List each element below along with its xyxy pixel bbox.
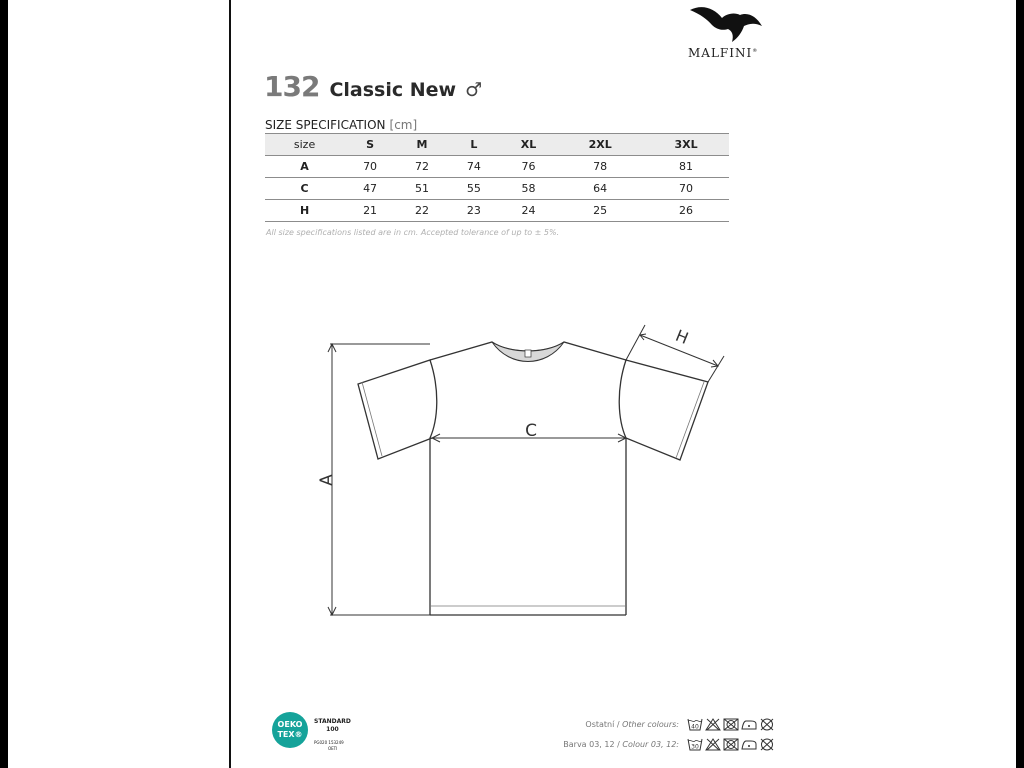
table-cell: 81 (643, 156, 729, 178)
left-frame-bar (0, 0, 8, 768)
size-table (265, 133, 729, 222)
care-row-other-colours (585, 718, 775, 731)
care-icon-group (685, 718, 775, 731)
brand-registered-mark: ® (752, 48, 759, 54)
no-bleach-icon (705, 718, 721, 731)
wash-icon (687, 738, 703, 751)
dimension-a-label: A (317, 474, 337, 486)
table-cell: 22 (396, 200, 448, 222)
header-cell: size (265, 134, 344, 156)
table-cell: 24 (500, 200, 557, 222)
no-tumble-dry-icon (723, 738, 739, 751)
row-label: C (265, 178, 344, 200)
table-cell: 78 (557, 156, 643, 178)
oeko-badge-line2: TEX® (277, 730, 303, 739)
row-label: A (265, 156, 344, 178)
product-name: Classic New (329, 79, 457, 101)
oeko-badge-line1: OEKO (277, 720, 303, 729)
wash-temp-label: 40 (691, 723, 699, 731)
header-cell: M (396, 134, 448, 156)
table-cell: 21 (344, 200, 396, 222)
wash-icon (687, 718, 703, 731)
oeko-cert-code: PG020 153249 (314, 740, 344, 745)
table-cell: 26 (643, 200, 729, 222)
table-cell: 47 (344, 178, 396, 200)
row-label: H (265, 200, 344, 222)
care-icon-group (685, 738, 775, 751)
no-dry-clean-icon (759, 738, 775, 751)
table-cell: 58 (500, 178, 557, 200)
brand-wordmark (688, 46, 758, 60)
wash-temp-label: 30 (691, 743, 699, 751)
table-cell: 23 (448, 200, 500, 222)
care-label-en: Other colours: (622, 720, 679, 729)
table-cell: 70 (344, 156, 396, 178)
header-cell: S (344, 134, 396, 156)
oeko-tex-badge (272, 712, 308, 748)
iron-icon (741, 718, 757, 731)
care-row-label (563, 740, 679, 749)
size-table-header-row (265, 134, 729, 156)
no-dry-clean-icon (759, 718, 775, 731)
table-cell: 70 (643, 178, 729, 200)
care-label-cz: Barva 03, 12 / (563, 740, 620, 749)
tolerance-note: All size specifications listed are in cm. Accepted tolerance of up to ± 5%. (266, 228, 560, 237)
table-cell: 55 (448, 178, 500, 200)
no-bleach-icon (705, 738, 721, 751)
oeko-tex-details (314, 718, 351, 752)
size-spec-heading (265, 118, 417, 132)
care-row-label (585, 720, 679, 729)
product-title (264, 70, 482, 103)
table-cell: 64 (557, 178, 643, 200)
tshirt-stitching (362, 382, 704, 606)
page-divider (229, 0, 231, 768)
header-cell: L (448, 134, 500, 156)
male-symbol-icon: ♂ (465, 79, 483, 101)
tshirt-measurement-diagram (300, 320, 740, 625)
header-cell: XL (500, 134, 557, 156)
table-cell: 72 (396, 156, 448, 178)
table-row (265, 200, 729, 222)
iron-icon (741, 738, 757, 751)
size-spec-title: SIZE SPECIFICATION (265, 118, 386, 132)
table-cell: 76 (500, 156, 557, 178)
product-number: 132 (264, 70, 320, 103)
brand-logo (684, 2, 774, 62)
table-cell: 51 (396, 178, 448, 200)
oeko-institute: OETI (328, 746, 338, 751)
brand-name: MALFINI (688, 46, 753, 60)
oeko-standard-number: 100 (326, 726, 339, 733)
care-row-colour-03-12 (563, 738, 775, 751)
size-spec-unit: [cm] (389, 118, 418, 132)
dimension-a (328, 344, 430, 615)
table-row (265, 156, 729, 178)
neck-label (525, 350, 531, 357)
right-frame-bar (1016, 0, 1024, 768)
eagle-icon (688, 2, 764, 44)
dimension-h-label: H (672, 325, 692, 348)
care-label-cz: Ostatní / (585, 720, 620, 729)
care-label-en: Colour 03, 12: (622, 740, 679, 749)
dimension-c-label: C (525, 421, 537, 441)
header-cell: 3XL (643, 134, 729, 156)
table-cell: 25 (557, 200, 643, 222)
no-tumble-dry-icon (723, 718, 739, 731)
table-cell: 74 (448, 156, 500, 178)
oeko-standard: STANDARD (314, 718, 351, 725)
tshirt-outline (358, 342, 708, 615)
header-cell: 2XL (557, 134, 643, 156)
table-row (265, 178, 729, 200)
